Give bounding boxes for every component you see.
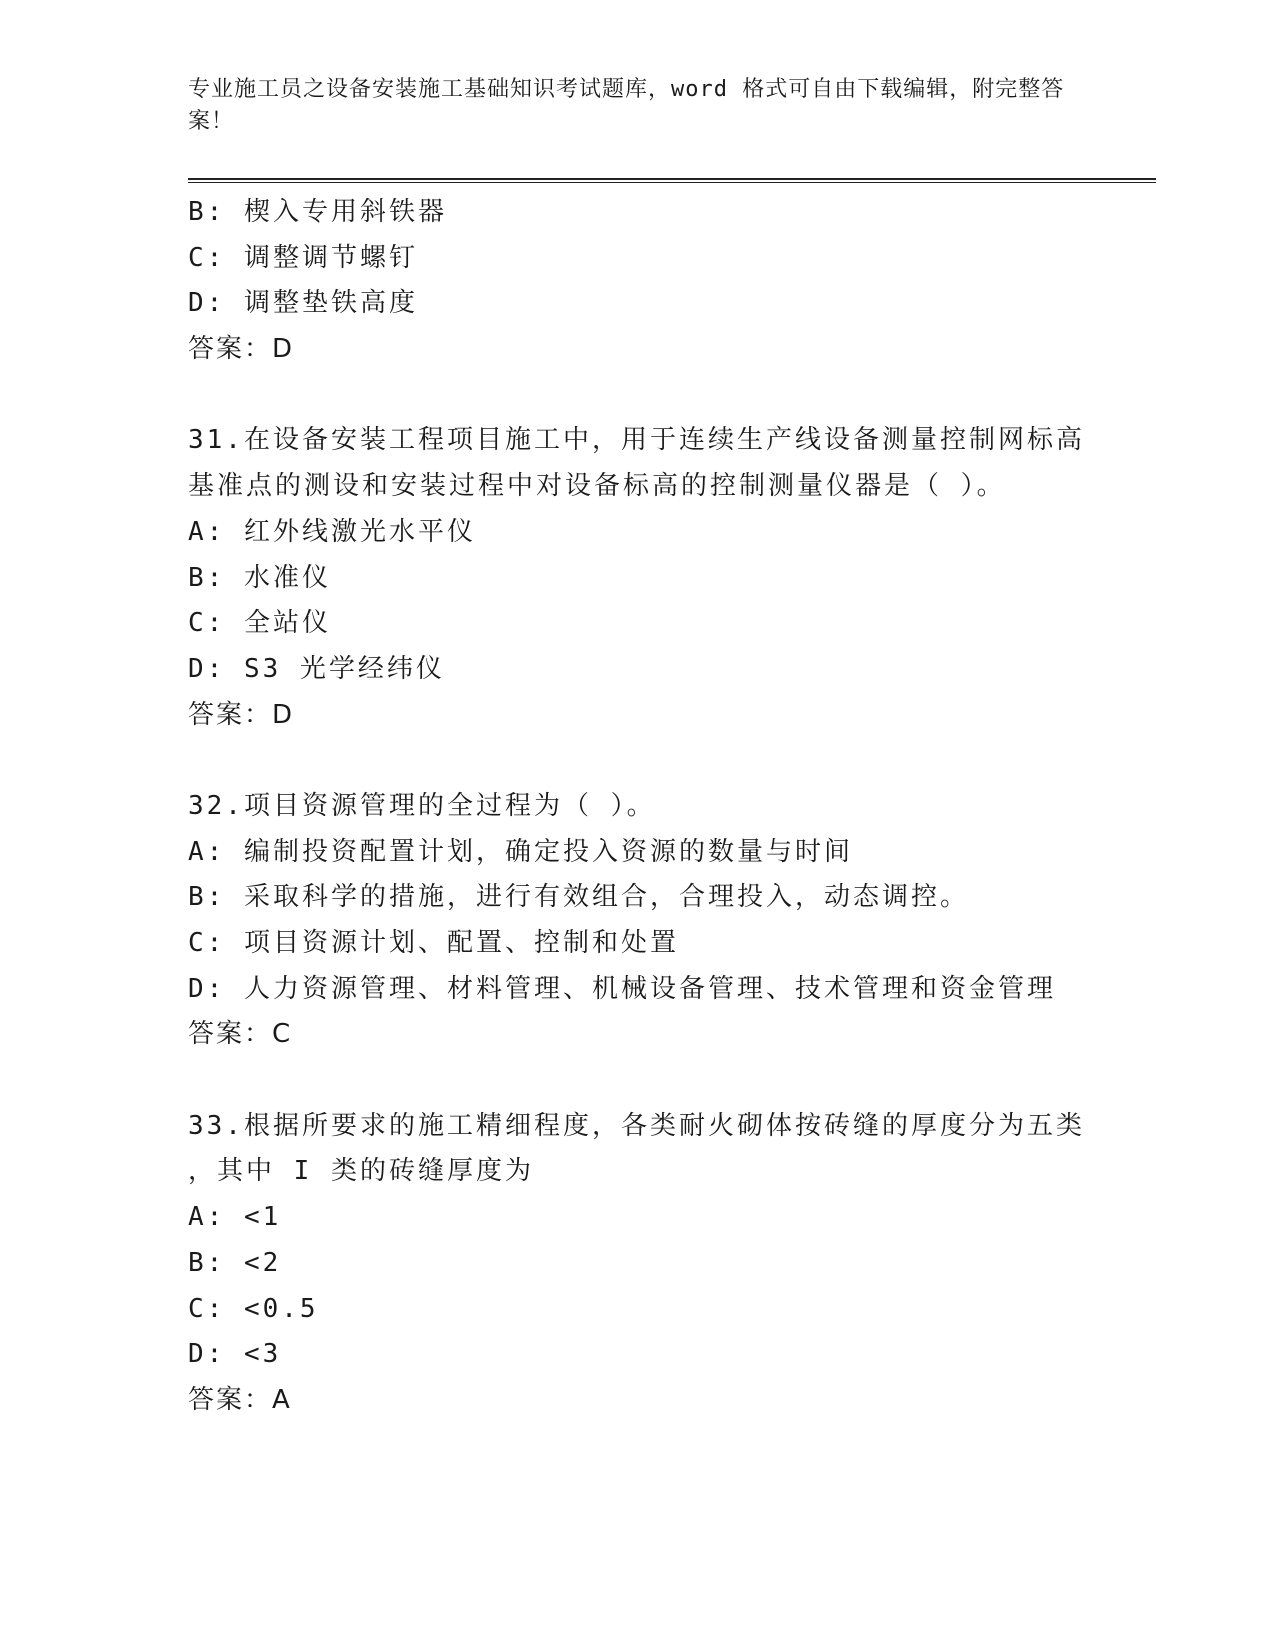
document-body: [188, 190, 1088, 1424]
option-d: D: 调整垫铁高度: [188, 288, 418, 319]
spacer: [188, 1058, 1088, 1104]
header-divider: [188, 178, 1156, 183]
question-32: [188, 784, 1088, 1058]
option-b: B: 水准仪: [188, 562, 331, 593]
option-d: D: <3: [188, 1339, 282, 1370]
option-b: B: 楔入专用斜铁器: [188, 197, 447, 227]
document-header: 专业施工员之设备安装施工基础知识考试题库，word 格式可自由下载编辑，附完整答案！: [188, 77, 1065, 134]
answer-line: 答案：A: [188, 1384, 292, 1415]
answer-line: 答案：D: [188, 699, 295, 730]
question-stem: 基准点的测设和安装过程中对设备标高的控制测量仪器是（ ）。: [188, 471, 1006, 502]
spacer: [188, 738, 1088, 784]
question-31: [188, 418, 1088, 738]
answer-line: 答案：D: [188, 334, 295, 365]
question-stem: ，其中 I 类的砖缝厚度为: [188, 1156, 534, 1187]
option-b: B: 采取科学的措施，进行有效组合，合理投入，动态调控。: [188, 882, 969, 913]
spacer: [188, 373, 1088, 419]
option-d: D: S3 光学经纬仪: [188, 653, 445, 684]
option-c: C: 全站仪: [188, 608, 331, 639]
option-b: B: <2: [188, 1247, 282, 1278]
option-c: C: 调整调节螺钉: [188, 242, 418, 273]
question-33: [188, 1104, 1088, 1424]
question-stem: 33.根据所要求的施工精细程度，各类耐火砌体按砖缝的厚度分为五类: [188, 1110, 1085, 1141]
option-c: C: 项目资源计划、配置、控制和处置: [188, 928, 679, 958]
option-a: A: 红外线激光水平仪: [188, 516, 476, 547]
option-a: A: <1: [188, 1202, 282, 1233]
question-stem: 32.项目资源管理的全过程为（ ）。: [188, 790, 656, 821]
question-29-continuation: [188, 190, 1088, 373]
option-d: D: 人力资源管理、材料管理、机械设备管理、技术管理和资金管理: [188, 973, 1056, 1004]
answer-line: 答案：C: [188, 1019, 293, 1050]
option-c: C: <0.5: [188, 1293, 319, 1324]
option-a: A: 编制投资配置计划，确定投入资源的数量与时间: [188, 836, 853, 867]
question-stem: 31.在设备安装工程项目施工中，用于连续生产线设备测量控制网标高: [188, 425, 1085, 456]
